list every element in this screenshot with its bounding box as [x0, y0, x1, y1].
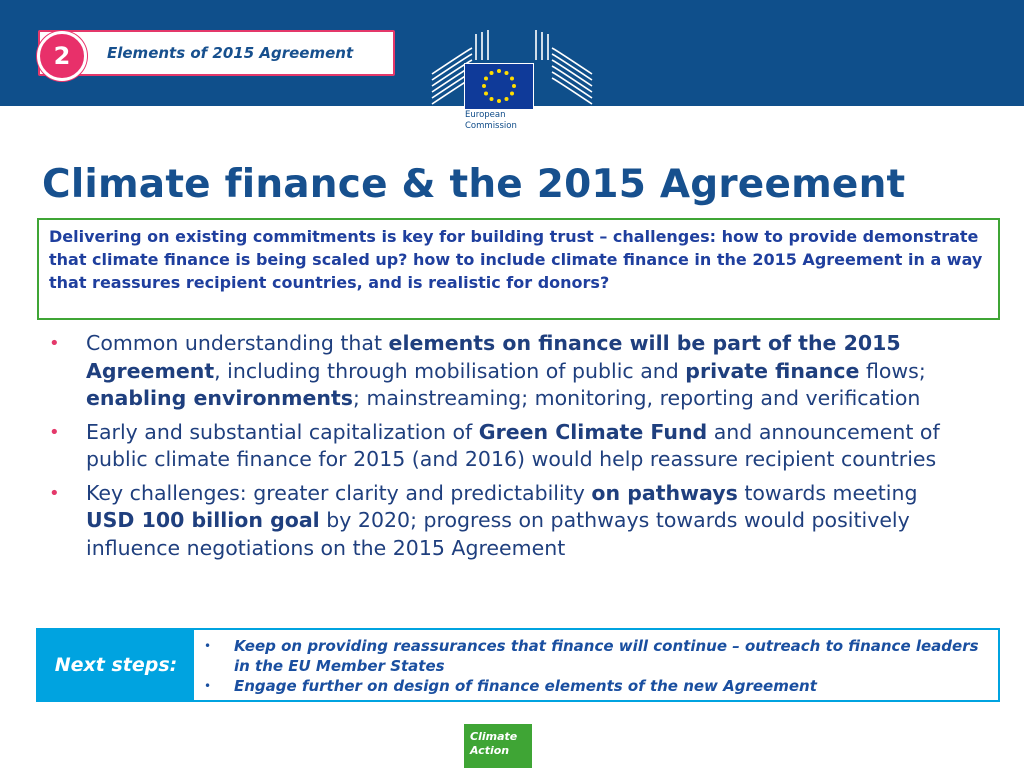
bullet-dot-icon: •	[49, 333, 60, 354]
bullet-dot-icon: •	[49, 482, 60, 504]
next-steps-box	[36, 628, 1000, 702]
section-label: Elements of 2015 Agreement	[107, 44, 354, 62]
logo-caption: European Commission	[465, 110, 517, 131]
next-step-item: • Keep on providing reassurances that finance will continue – outreach to finance leaders in the EU Member States	[204, 637, 979, 675]
next-step-item: • Engage further on design of finance elements of the new Agreement	[204, 677, 817, 695]
section-number-badge: 2	[37, 31, 87, 81]
bullet-dot-icon: •	[204, 679, 212, 693]
bullet-dot-icon: •	[49, 421, 60, 443]
next-steps-list	[200, 636, 990, 696]
bullet-item: • Early and substantial capitalization of Green Climate Fund and announcement of public climate finance for 2015 (and 2016) would help reassure recipient countries	[49, 419, 940, 471]
intro-box: Delivering on existing commitments is key for building trust – challenges: how to provide demonstrate that climate finance is being scaled up? how to include climate finance in the 2015 Agreement in a way that reassures recipient countries, and is realistic for donors?	[37, 218, 1000, 320]
bullet-item: • Common understanding that elements on finance will be part of the 2015 Agreement, including through mobilisation of public and private finance flows; enabling environments; mainstreaming; monitoring, reporting and verification	[49, 331, 926, 410]
climate-action-badge: Climate Action	[464, 724, 532, 768]
bullet-item: • Key challenges: greater clarity and predictability on pathways towards meeting USD 100 billion goal by 2020; progress on pathways towards would positively influence negotiations on the 2015 Agreement	[49, 480, 918, 560]
bullet-dot-icon: •	[204, 639, 212, 653]
page-title: Climate finance & the 2015 Agreement	[42, 162, 906, 207]
next-steps-label: Next steps:	[38, 630, 194, 700]
bullet-list	[46, 330, 946, 568]
